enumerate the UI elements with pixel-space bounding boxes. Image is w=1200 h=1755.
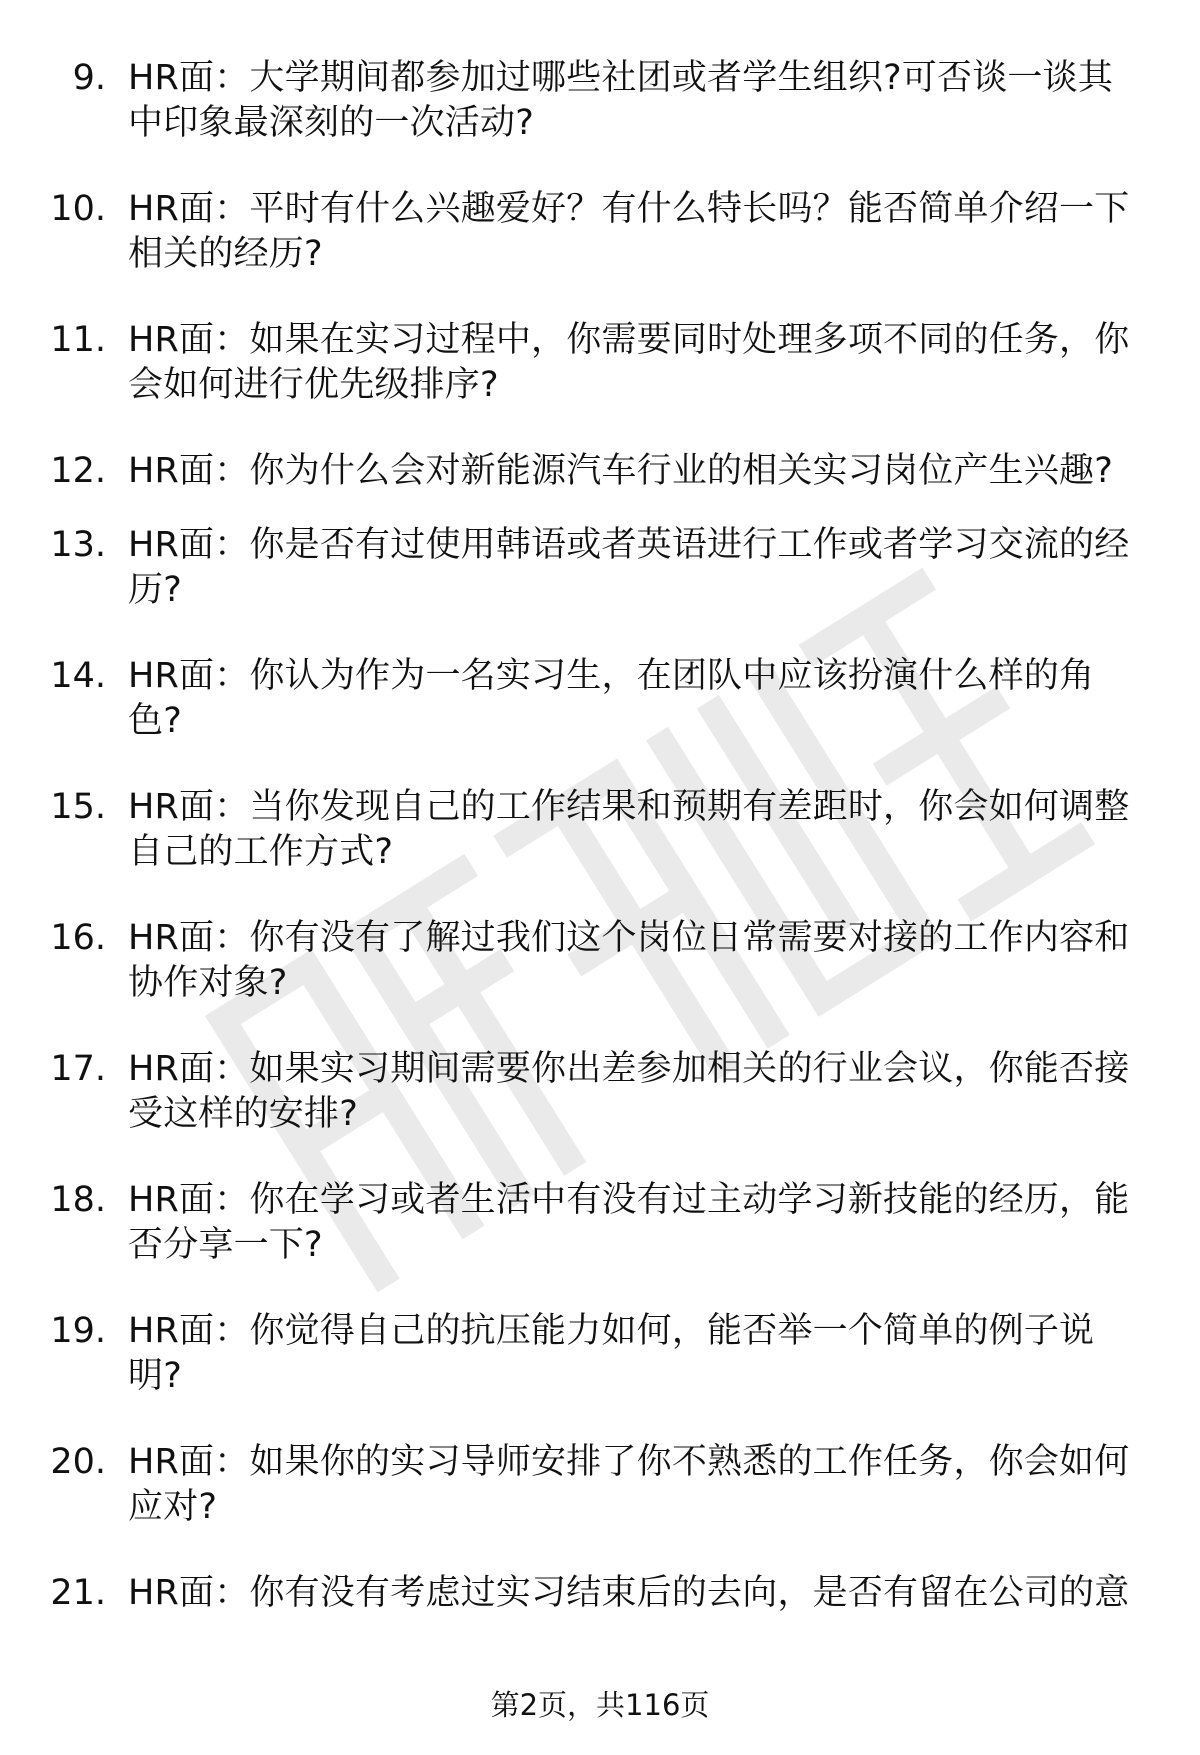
question-number: 12. bbox=[50, 451, 106, 491]
list-item bbox=[0, 1178, 1200, 1309]
list-item bbox=[0, 1440, 1200, 1571]
question-text: HR面：平时有什么兴趣爱好？有什么特长吗？能否简单介绍一下 相关的经历? bbox=[128, 189, 1130, 274]
list-item bbox=[0, 654, 1200, 785]
list-item bbox=[0, 916, 1200, 1047]
question-number: 19. bbox=[50, 1311, 106, 1351]
question-text: HR面：你是否有过使用韩语或者英语进行工作或者学习交流的经 历? bbox=[128, 525, 1130, 610]
question-text: HR面：你有没有考虑过实习结束后的去向，是否有留在公司的意 bbox=[128, 1573, 1130, 1613]
list-item bbox=[0, 318, 1200, 449]
list-item bbox=[0, 1309, 1200, 1440]
question-number: 10. bbox=[50, 189, 106, 229]
question-number: 16. bbox=[50, 918, 106, 958]
list-item bbox=[0, 785, 1200, 916]
question-number: 14. bbox=[50, 656, 106, 696]
question-text: HR面：如果你的实习导师安排了你不熟悉的工作任务，你会如何 应对? bbox=[128, 1442, 1130, 1527]
list-item bbox=[0, 449, 1200, 523]
list-item bbox=[0, 1047, 1200, 1178]
list-item bbox=[0, 56, 1200, 187]
question-text: HR面：你觉得自己的抗压能力如何，能否举一个简单的例子说 明? bbox=[128, 1311, 1095, 1396]
question-text: HR面：你为什么会对新能源汽车行业的相关实习岗位产生兴趣? bbox=[128, 451, 1114, 491]
question-number: 21. bbox=[50, 1573, 106, 1613]
question-number: 17. bbox=[50, 1049, 106, 1089]
list-item bbox=[0, 187, 1200, 318]
question-number: 9. bbox=[72, 58, 106, 98]
list-item bbox=[0, 1571, 1200, 1631]
question-text: HR面：大学期间都参加过哪些社团或者学生组织?可否谈一谈其 中印象最深刻的一次活动? bbox=[128, 58, 1114, 143]
question-text: HR面：你有没有了解过我们这个岗位日常需要对接的工作内容和 协作对象? bbox=[128, 918, 1130, 1003]
question-number: 15. bbox=[50, 787, 106, 827]
question-text: HR面：你认为作为一名实习生，在团队中应该扮演什么样的角 色? bbox=[128, 656, 1095, 741]
question-text: HR面：如果在实习过程中，你需要同时处理多项不同的任务，你 会如何进行优先级排序? bbox=[128, 320, 1130, 405]
question-list bbox=[0, 56, 1200, 1631]
question-number: 18. bbox=[50, 1180, 106, 1220]
question-number: 13. bbox=[50, 525, 106, 565]
list-item bbox=[0, 523, 1200, 654]
question-text: HR面：如果实习期间需要你出差参加相关的行业会议，你能否接 受这样的安排? bbox=[128, 1049, 1130, 1134]
question-number: 11. bbox=[50, 320, 106, 360]
question-text: HR面：你在学习或者生活中有没有过主动学习新技能的经历，能 否分享一下? bbox=[128, 1180, 1130, 1265]
question-text: HR面：当你发现自己的工作结果和预期有差距时，你会如何调整 自己的工作方式? bbox=[128, 787, 1130, 872]
page-number: 第2页，共116页 bbox=[490, 1688, 710, 1722]
question-number: 20. bbox=[50, 1442, 106, 1482]
